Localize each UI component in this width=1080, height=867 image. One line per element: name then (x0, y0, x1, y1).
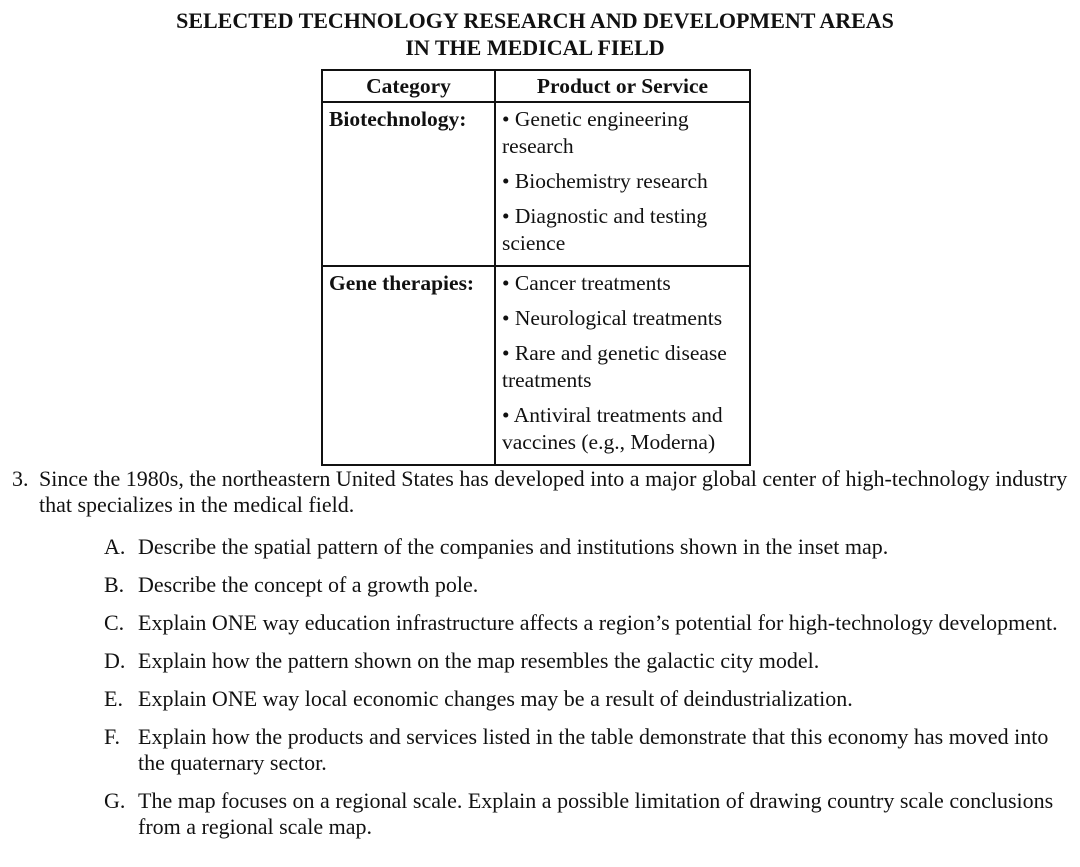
question-part-e (104, 686, 1074, 712)
product-item: • Antiviral treatments and vaccines (e.g., Moderna) (502, 403, 723, 454)
question-stem: Since the 1980s, the northeastern United States has developed into a major global center of high-technology industry that specializes in the medical field. (39, 466, 1068, 517)
table-header-row (322, 70, 750, 102)
question-parts (104, 534, 1074, 852)
question-part-d (104, 648, 1074, 674)
question-part-f (104, 724, 1074, 776)
product-item: • Neurological treatments (502, 306, 723, 330)
category-cell: Gene therapies: (322, 266, 495, 465)
part-text: Explain ONE way education infrastructure affects a region’s potential for high-technology development. (138, 610, 1058, 635)
table-title-line-1: SELECTED TECHNOLOGY RESEARCH AND DEVELOPMENT AREAS (176, 8, 894, 33)
category-cell: Biotechnology: (322, 102, 495, 266)
product-item: • Cancer treatments (502, 271, 671, 295)
part-letter: F. (104, 724, 120, 749)
question-part-g (104, 788, 1074, 840)
table-title-line-2: IN THE MEDICAL FIELD (405, 35, 665, 60)
table-row (322, 102, 750, 266)
table-row (322, 266, 750, 465)
part-text: Describe the concept of a growth pole. (138, 572, 479, 597)
question-part-a (104, 534, 1074, 560)
part-letter: E. (104, 686, 123, 711)
column-header-product: Product or Service (495, 70, 750, 102)
part-letter: A. (104, 534, 126, 559)
part-letter: C. (104, 610, 125, 635)
product-cell (495, 102, 750, 266)
product-item: • Diagnostic and testing science (502, 204, 708, 255)
question-part-b (104, 572, 1074, 598)
part-text: The map focuses on a regional scale. Explain a possible limitation of drawing country scale conclusions from a regional scale map. (138, 788, 1054, 839)
part-letter: G. (104, 788, 126, 813)
part-letter: B. (104, 572, 125, 597)
part-text: Explain how the pattern shown on the map resembles the galactic city model. (138, 648, 820, 673)
question-number: 3. (12, 466, 29, 491)
product-cell (495, 266, 750, 465)
technology-table (321, 69, 751, 466)
product-item: • Rare and genetic disease treatments (502, 341, 727, 392)
question-3 (12, 466, 1072, 518)
part-letter: D. (104, 648, 126, 673)
product-item: • Biochemistry research (502, 169, 708, 193)
part-text: Explain how the products and services listed in the table demonstrate that this economy has moved into the quaternary sector. (138, 724, 1049, 775)
column-header-category: Category (322, 70, 495, 102)
part-text: Explain ONE way local economic changes may be a result of deindustrialization. (138, 686, 853, 711)
part-text: Describe the spatial pattern of the companies and institutions shown in the inset map. (138, 534, 889, 559)
product-item: • Genetic engineering research (502, 107, 689, 158)
question-part-c (104, 610, 1074, 636)
